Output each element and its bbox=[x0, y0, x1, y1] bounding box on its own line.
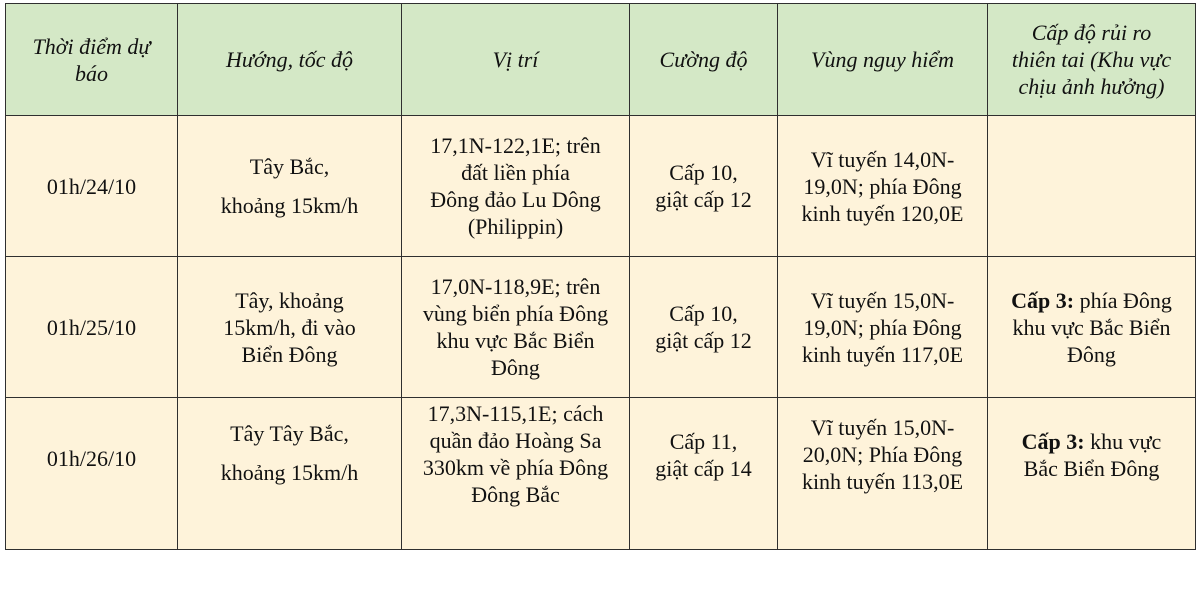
cell-text: giật cấp 12 bbox=[655, 328, 752, 353]
cell-text: Cấp 11, bbox=[669, 429, 738, 454]
cell-text: Đông đảo Lu Dông bbox=[430, 187, 601, 212]
cell-text: (Philippin) bbox=[467, 214, 564, 239]
header-risk-level bbox=[988, 4, 1196, 116]
cell-text: Đông bbox=[1067, 341, 1116, 367]
header-text: Hướng, tốc độ bbox=[225, 47, 353, 72]
cell-text: Biển Đông bbox=[241, 341, 338, 367]
cell-text: vùng biển phía Đông bbox=[422, 301, 609, 326]
cell-text: Cấp 10, bbox=[669, 160, 738, 185]
cell-risk-level bbox=[988, 257, 1196, 398]
cell-text: 01h/25/10 bbox=[46, 314, 137, 340]
cell-time bbox=[6, 398, 178, 550]
cell-text: 19,0N; phía Đông bbox=[803, 173, 962, 199]
header-forecast-time bbox=[6, 4, 178, 116]
cell-text: kinh tuyến 117,0E bbox=[801, 341, 964, 367]
header-row bbox=[6, 4, 1196, 116]
cell-risk-level bbox=[988, 116, 1196, 257]
header-text: Thời điểm dự bbox=[32, 33, 151, 59]
forecast-table-container bbox=[5, 3, 1195, 596]
cell-direction bbox=[178, 257, 402, 398]
cell-text: 17,3N-115,1E; cách bbox=[427, 401, 604, 426]
risk-level-first-line bbox=[994, 428, 1189, 455]
storm-forecast-table bbox=[5, 3, 1196, 550]
cell-risk-level bbox=[988, 398, 1196, 550]
cell-danger-zone bbox=[778, 398, 988, 550]
cell-text: khu vực Bắc Biển bbox=[436, 328, 595, 353]
cell-text: Tây, khoảng bbox=[235, 287, 344, 313]
header-text: Vị trí bbox=[492, 47, 539, 72]
cell-text: 01h/26/10 bbox=[46, 446, 137, 471]
header-position bbox=[402, 4, 630, 116]
cell-text: 15km/h, đi vào bbox=[223, 314, 356, 340]
cell-text: 20,0N; Phía Đông bbox=[802, 442, 963, 467]
header-intensity bbox=[630, 4, 778, 116]
table-row bbox=[6, 116, 1196, 257]
cell-text: Vĩ tuyến 14,0N- bbox=[810, 146, 955, 172]
cell-intensity bbox=[630, 257, 778, 398]
cell-text: Đông Bắc bbox=[471, 482, 560, 507]
header-direction-speed bbox=[178, 4, 402, 116]
cell-text: Cấp 10, bbox=[669, 301, 738, 326]
cell-text: khoảng 15km/h bbox=[220, 460, 359, 485]
cell-text: 17,1N-122,1E; trên bbox=[430, 133, 601, 158]
cell-text: 330km về phía Đông bbox=[422, 455, 609, 480]
cell-text: kinh tuyến 120,0E bbox=[801, 200, 964, 226]
cell-text: 17,0N-118,9E; trên bbox=[430, 274, 601, 299]
cell-time bbox=[6, 257, 178, 398]
risk-level-label: Cấp 3: bbox=[1011, 287, 1075, 313]
cell-text: 19,0N; phía Đông bbox=[803, 314, 962, 340]
cell-position bbox=[402, 116, 630, 257]
header-text: báo bbox=[75, 60, 108, 86]
header-text: Cấp độ rủi ro bbox=[1031, 20, 1152, 45]
cell-intensity bbox=[630, 398, 778, 550]
risk-level-label: Cấp 3: bbox=[1021, 429, 1085, 454]
cell-direction bbox=[178, 398, 402, 550]
cell-text: phía Đông bbox=[1074, 287, 1172, 313]
header-text: Cường độ bbox=[659, 47, 748, 72]
cell-text: 01h/24/10 bbox=[46, 173, 137, 199]
cell-danger-zone bbox=[778, 257, 988, 398]
table-row bbox=[6, 398, 1196, 550]
cell-text: quần đảo Hoàng Sa bbox=[429, 428, 602, 453]
cell-position bbox=[402, 398, 630, 550]
cell-text: Tây Bắc, bbox=[249, 154, 330, 179]
header-danger-zone bbox=[778, 4, 988, 116]
risk-level-first-line bbox=[994, 287, 1189, 314]
cell-text: khu vực Bắc Biển bbox=[1012, 314, 1171, 340]
header-text: Vùng nguy hiểm bbox=[811, 47, 954, 72]
cell-text: giật cấp 12 bbox=[655, 187, 752, 212]
cell-text: Bắc Biển Đông bbox=[1023, 456, 1160, 481]
cell-text: khu vực bbox=[1084, 429, 1162, 454]
cell-danger-zone bbox=[778, 116, 988, 257]
cell-text: Vĩ tuyến 15,0N- bbox=[810, 415, 955, 440]
cell-text: Đông bbox=[491, 355, 540, 380]
cell-position bbox=[402, 257, 630, 398]
cell-intensity bbox=[630, 116, 778, 257]
cell-text: giật cấp 14 bbox=[655, 456, 752, 481]
cell-text: khoảng 15km/h bbox=[220, 193, 359, 218]
cell-text: Vĩ tuyến 15,0N- bbox=[810, 287, 955, 313]
cell-text: đất liền phía bbox=[461, 160, 570, 185]
header-text: chịu ảnh hưởng) bbox=[1018, 74, 1165, 99]
header-text: thiên tai (Khu vực bbox=[1011, 47, 1172, 72]
cell-text: Tây Tây Bắc, bbox=[230, 421, 349, 446]
table-row bbox=[6, 257, 1196, 398]
cell-time bbox=[6, 116, 178, 257]
cell-text: kinh tuyến 113,0E bbox=[801, 469, 964, 494]
cell-direction bbox=[178, 116, 402, 257]
